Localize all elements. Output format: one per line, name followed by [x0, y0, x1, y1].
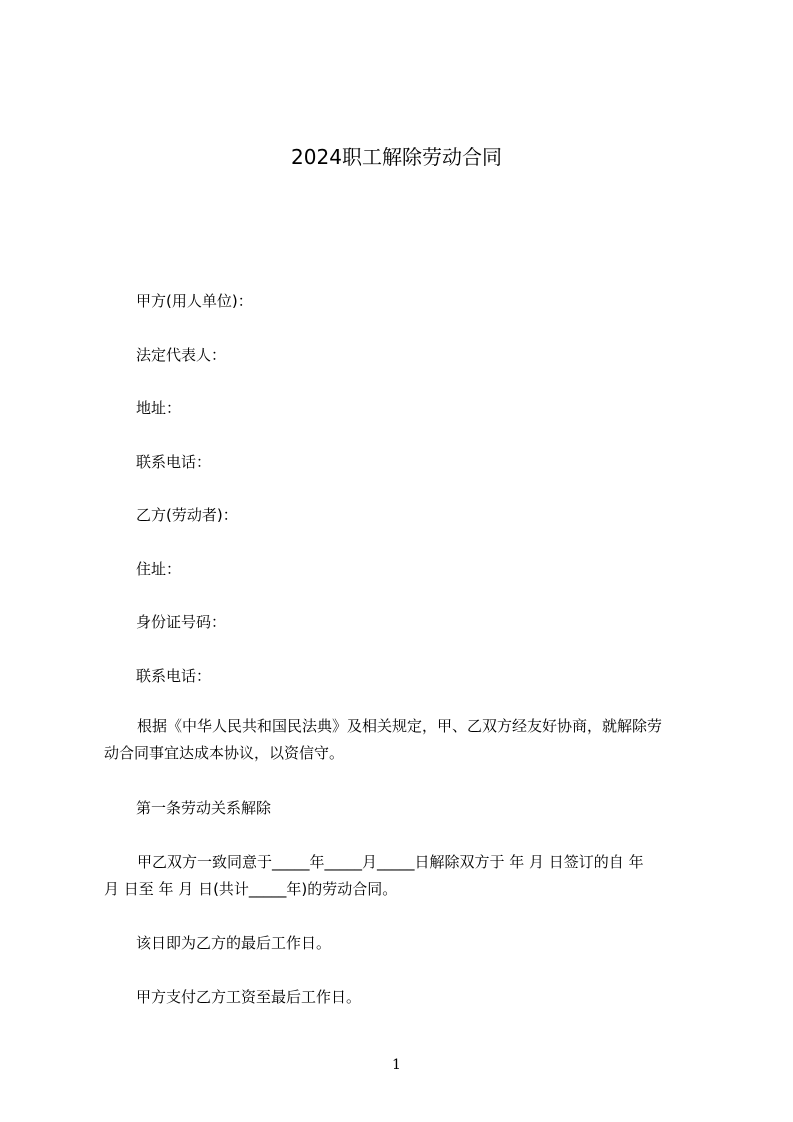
field-legal-representative: 法定代表人：: [136, 346, 227, 364]
field-employee-phone: 联系电话：: [136, 667, 212, 685]
clause-line-2: 月 日至 年 月 日(共计_____年)的劳动合同。: [104, 880, 398, 898]
clause-line-1: 甲乙双方一致同意于_____年_____月_____日解除双方于 年 月 日签订的自 年: [137, 853, 644, 871]
article-1-clause: [104, 851, 702, 905]
intro-line-2: 动合同事宜达成本协议，以资信守。: [104, 744, 345, 762]
field-address: 地址：: [136, 399, 182, 417]
document-title: 2024职工解除劳动合同: [291, 145, 502, 169]
intro-paragraph: [104, 715, 702, 769]
article-1-heading: 第一条劳动关系解除: [136, 799, 272, 817]
field-id-number: 身份证号码：: [136, 613, 227, 631]
page-number: 1: [392, 1057, 401, 1073]
wage-payment-text: 甲方支付乙方工资至最后工作日。: [136, 988, 362, 1006]
field-residence: 住址：: [136, 560, 182, 578]
last-working-day-text: 该日即为乙方的最后工作日。: [136, 934, 332, 952]
field-employer-phone: 联系电话：: [136, 453, 212, 471]
field-employee: 乙方(劳动者)：: [136, 506, 238, 524]
field-employer: 甲方(用人单位)：: [136, 292, 253, 310]
intro-line-1: 根据《中华人民共和国民法典》及相关规定，甲、乙双方经友好协商，就解除劳: [137, 717, 663, 735]
